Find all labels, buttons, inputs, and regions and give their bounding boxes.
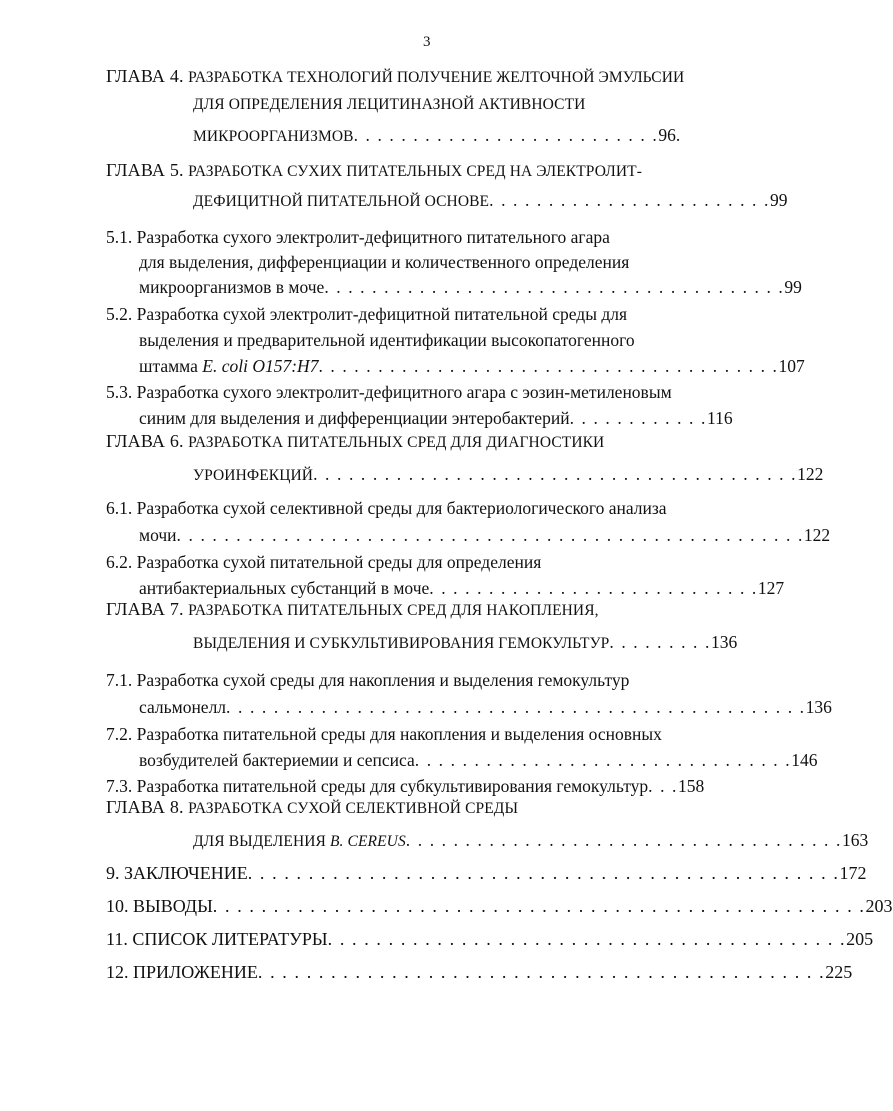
chapter-title-text: РАЗРАБОТКА СУХОЙ СЕЛЕКТИВНОЙ СРЕДЫ <box>188 800 519 817</box>
toc-chapter-8-line-2 <box>193 830 868 851</box>
toc-page-number: 96. <box>658 125 681 145</box>
chapter-title-text: РАЗРАБОТКА ТЕХНОЛОГИЙ ПОЛУЧЕНИЕ ЖЕЛТОЧНОЙ ЭМУЛЬСИИ <box>188 69 685 86</box>
toc-section-7-1-line-1: 7.1. Разработка сухой среды для накопления и выделения гемокультур <box>106 670 630 690</box>
toc-page-number: 205 <box>846 929 874 949</box>
dot-leader: . . . . . . . . . . . . . . . . . . . . . . . . . . . . . . . . . . . . . . . . . . . . . . . . . <box>226 697 806 717</box>
toc-section-7-2-line-1: 7.2. Разработка питательной среды для накопления и выделения основных <box>106 724 662 744</box>
toc-text: 7.3. Разработка питательной среды для субкультивирования гемокультур <box>106 776 649 796</box>
toc-text: 10. ВЫВОДЫ <box>106 896 213 916</box>
toc-page-number: 122 <box>803 525 831 545</box>
toc-chapter-4-line-3 <box>193 125 680 146</box>
toc-section-5-2-line-1: 5.2. Разработка сухой электролит-дефицитной питательной среды для <box>106 304 628 324</box>
toc-page-number: 107 <box>778 356 805 376</box>
toc-section-7-1-line-2 <box>139 697 832 718</box>
toc-section-10 <box>106 896 893 917</box>
toc-section-11 <box>106 929 873 950</box>
toc-text: возбудителей бактериемии и сепсиса <box>139 750 415 770</box>
toc-text: УРОИНФЕКЦИЙ <box>193 467 314 484</box>
toc-section-5-3-line-1: 5.3. Разработка сухого электролит-дефицитного агара с эозин-метиленовым <box>106 382 672 402</box>
dot-leader: . . . . . . . . . . . . . . . . . . . . . . . . . . . . . . . . . . . . . . . . . . . . . . . <box>257 962 826 982</box>
toc-chapter-8-title <box>106 797 518 818</box>
toc-text: 11. СПИСОК ЛИТЕРАТУРЫ <box>106 929 328 949</box>
toc-text: антибактериальных субстанций в моче <box>139 578 430 598</box>
toc-text: сальмонелл <box>139 697 227 717</box>
toc-section-7-2-line-2 <box>139 750 817 771</box>
toc-section-6-2-line-1: 6.2. Разработка сухой питательной среды для определения <box>106 552 542 572</box>
chapter-label: ГЛАВА 5. <box>106 160 184 180</box>
toc-italic-text: E. coli O157:H7 <box>202 356 319 376</box>
toc-page-number: 203 <box>865 896 893 916</box>
toc-page-number: 172 <box>839 863 867 883</box>
toc-page-number: 99 <box>769 190 788 210</box>
dot-leader: . . . . . . . . . . . . . . . . . . . . . . . . . . . . . . . . . . . . . <box>405 830 842 850</box>
toc-page-number: 163 <box>841 830 869 850</box>
chapter-title-text: РАЗРАБОТКА ПИТАТЕЛЬНЫХ СРЕД ДЛЯ ДИАГНОСТИКИ <box>188 434 605 451</box>
toc-section-12 <box>106 962 852 983</box>
toc-text: 12. ПРИЛОЖЕНИЕ <box>106 962 258 982</box>
toc-page-number: 158 <box>678 776 705 796</box>
toc-page-number: 136 <box>710 632 738 652</box>
toc-section-7-3-line-1 <box>106 776 704 797</box>
toc-chapter-6-title <box>106 431 604 452</box>
toc-page-number: 127 <box>757 578 785 598</box>
dot-leader: . . . <box>648 776 678 796</box>
toc-section-9 <box>106 863 866 884</box>
toc-chapter-5-line-2 <box>193 190 787 211</box>
chapter-title-text: РАЗРАБОТКА ПИТАТЕЛЬНЫХ СРЕД ДЛЯ НАКОПЛЕНИЯ, <box>188 602 599 619</box>
dot-leader: . . . . . . . . . . . . . . . . . . . . . . . . . . . . . . . . . . . . . . . <box>324 277 785 297</box>
dot-leader: . . . . . . . . . . . . . . . . . . . . . . . . . . <box>353 125 659 145</box>
chapter-label: ГЛАВА 4. <box>106 66 184 86</box>
chapter-title-text: РАЗРАБОТКА СУХИХ ПИТАТЕЛЬНЫХ СРЕД НА ЭЛЕКТРОЛИТ- <box>188 163 642 180</box>
toc-text: 9. ЗАКЛЮЧЕНИЕ <box>106 863 248 883</box>
toc-page-number: 116 <box>707 408 733 428</box>
chapter-label: ГЛАВА 8. <box>106 797 184 817</box>
toc-section-6-1-line-2 <box>139 525 830 546</box>
toc-page-number: 136 <box>805 697 832 717</box>
page-number: 3 <box>423 34 431 50</box>
toc-text: синим для выделения и дифференциации энтеробактерий <box>139 408 570 428</box>
toc-chapter-6-line-2 <box>193 464 823 485</box>
dot-leader: . . . . . . . . . <box>609 632 711 652</box>
toc-text: мочи <box>139 525 177 545</box>
toc-chapter-7-line-2 <box>193 632 737 653</box>
dot-leader: . . . . . . . . . . . . . . . . . . . . . . . . <box>489 190 770 210</box>
toc-chapter-4-line-2: ДЛЯ ОПРЕДЕЛЕНИЯ ЛЕЦИТИНАЗНОЙ АКТИВНОСТИ <box>193 96 586 113</box>
toc-text: микроорганизмов в моче <box>139 277 325 297</box>
chapter-label: ГЛАВА 7. <box>106 599 184 619</box>
toc-section-5-2-line-2: выделения и предварительной идентификации высокопатогенного <box>139 330 635 350</box>
dot-leader: . . . . . . . . . . . . . . . . . . . . . . . . . . . . . . . . . . . . . . . . . . . . . . . . . . . . . <box>176 525 804 545</box>
dot-leader: . . . . . . . . . . . . . . . . . . . . . . . . . . . . . . . . . . . . . . . <box>318 356 779 376</box>
toc-section-5-1-line-1: 5.1. Разработка сухого электролит-дефицитного питательного агара <box>106 227 610 247</box>
toc-text: МИКРООРГАНИЗМОВ <box>193 128 354 145</box>
toc-section-6-2-line-2 <box>139 578 784 599</box>
toc-section-6-1-line-1: 6.1. Разработка сухой селективной среды для бактериологического анализа <box>106 498 667 518</box>
dot-leader: . . . . . . . . . . . . . . . . . . . . . . . . . . . . . . . . . . . . . . . . . . . . . . . . . <box>247 863 840 883</box>
dot-leader: . . . . . . . . . . . . . . . . . . . . . . . . . . . . <box>429 578 758 598</box>
toc-page-number: 122 <box>797 464 824 484</box>
dot-leader: . . . . . . . . . . . . . . . . . . . . . . . . . . . . . . . . . . . . . . . . . . . <box>327 929 847 949</box>
toc-section-5-1-line-2: для выделения, дифференциации и количественного определения <box>139 252 630 272</box>
toc-italic-text: B. CEREUS <box>329 833 406 850</box>
dot-leader: . . . . . . . . . . . . . . . . . . . . . . . . . . . . . . . . <box>414 750 792 770</box>
toc-text: штамма <box>139 356 203 376</box>
toc-section-5-3-line-2 <box>139 408 733 429</box>
toc-section-5-1-line-3 <box>139 277 802 298</box>
toc-page-number: 146 <box>791 750 818 770</box>
dot-leader: . . . . . . . . . . . . . . . . . . . . . . . . . . . . . . . . . . . . . . . . . <box>313 464 798 484</box>
toc-page-number: 225 <box>825 962 853 982</box>
toc-section-5-2-line-3 <box>139 356 805 377</box>
dot-leader: . . . . . . . . . . . . . . . . . . . . . . . . . . . . . . . . . . . . . . . . . . . . . . . . . . . . . . <box>212 896 866 916</box>
toc-chapter-5-title <box>106 160 642 181</box>
toc-chapter-7-title <box>106 599 599 620</box>
toc-text: ДЕФИЦИТНОЙ ПИТАТЕЛЬНОЙ ОСНОВЕ <box>193 193 490 210</box>
toc-chapter-4-title <box>106 66 684 87</box>
toc-text: ДЛЯ ВЫДЕЛЕНИЯ <box>193 833 330 850</box>
dot-leader: . . . . . . . . . . . . <box>569 408 707 428</box>
chapter-label: ГЛАВА 6. <box>106 431 184 451</box>
toc-text: ВЫДЕЛЕНИЯ И СУБКУЛЬТИВИРОВАНИЯ ГЕМОКУЛЬТУР <box>193 635 610 652</box>
toc-page-number: 99 <box>784 277 802 297</box>
